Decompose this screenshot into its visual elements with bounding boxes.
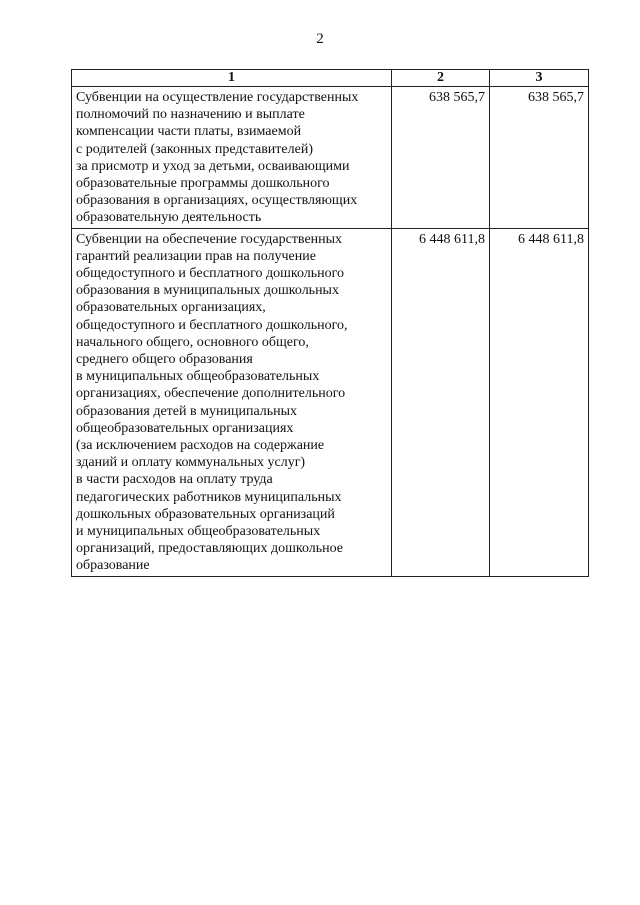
column-header-3: 3	[490, 70, 589, 87]
column-header-2: 2	[392, 70, 490, 87]
table-header-row	[72, 70, 589, 87]
table-row	[72, 228, 589, 576]
row-amount-col2: 638 565,7	[392, 87, 490, 229]
table-row	[72, 87, 589, 229]
row-description: Субвенции на осуществление государственных полномочий по назначению и выплате компенсации части платы, взимаемой с родителей (законных представителей) за присмотр и уход за детьми, осваивающими образовательные программы дошкольного образования в организациях, осуществляющих образовательную деятельность	[72, 87, 392, 229]
column-header-1: 1	[72, 70, 392, 87]
row-amount-col3: 638 565,7	[490, 87, 589, 229]
row-amount-col3: 6 448 611,8	[490, 228, 589, 576]
page-number: 2	[316, 31, 324, 47]
row-description: Субвенции на обеспечение государственных гарантий реализации прав на получение общедоступного и бесплатного дошкольного образования в муниципальных дошкольных образовательных организациях, общедоступного и бесплатного дошкольного, начального общего, основного общего, среднего общего образования в муниципальных общеобразовательных организациях, обеспечение дополнительного образования детей в муниципальных общеобразовательных организациях (за исключением расходов на содержание зданий и оплату коммунальных услуг) в части расходов на оплату труда педагогических работников муниципальных дошкольных образовательных организаций и муниципальных общеобразовательных организаций, предоставляющих дошкольное образование	[72, 228, 392, 576]
row-amount-col2: 6 448 611,8	[392, 228, 490, 576]
budget-table	[71, 69, 589, 577]
